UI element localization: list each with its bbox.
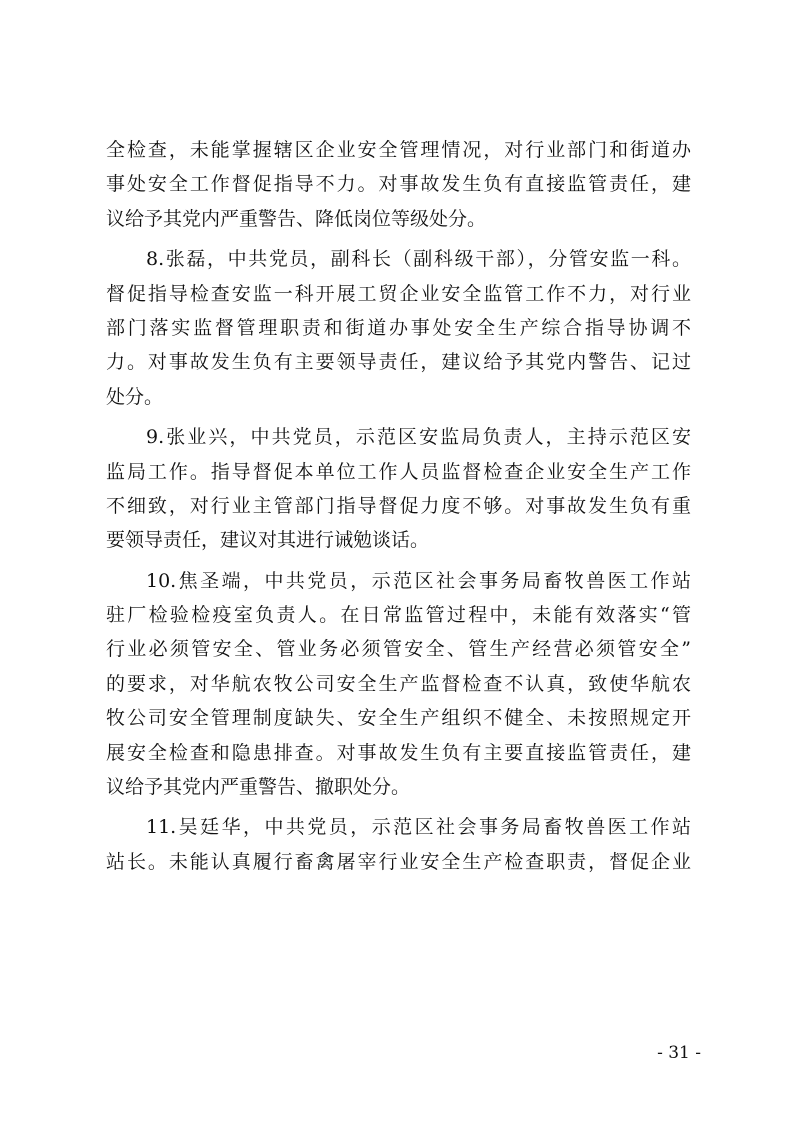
document-body: [106, 133, 691, 879]
text-line: 牧公司安全管理制度缺失、安全生产组织不健全、未按照规定开: [106, 707, 691, 730]
text-line: 处分。: [106, 385, 164, 408]
text-line: 不细致，对行业主管部门指导督促力度不够。对事故发生负有重: [106, 494, 691, 517]
text-line: 驻厂检验检疫室负责人。在日常监管过程中，未能有效落实“管: [106, 604, 691, 627]
paragraph: [106, 564, 691, 805]
text-line: 的要求，对华航农牧公司安全生产监督检查不认真，致使华航农: [106, 672, 691, 695]
text-line: 督促指导检查安监一科开展工贸企业安全监管工作不力，对行业: [106, 282, 691, 305]
paragraph: [106, 420, 691, 558]
text-line: 站长。未能认真履行畜禽屠宰行业安全生产检查职责，督促企业: [106, 850, 691, 873]
text-line: 10.焦圣端，中共党员，示范区社会事务局畜牧兽医工作站: [146, 569, 691, 592]
paragraph: [106, 242, 691, 414]
text-line: 行业必须管安全、管业务必须管安全、管生产经营必须管安全”: [106, 638, 691, 661]
text-line: 议给予其党内严重警告、撤职处分。: [106, 776, 411, 799]
text-line: 全检查，未能掌握辖区企业安全管理情况，对行业部门和街道办: [106, 139, 691, 161]
text-line: 11.吴廷华，中共党员，示范区社会事务局畜牧兽医工作站: [146, 816, 691, 839]
text-line: 部门落实监督管理职责和街道办事处安全生产综合指导协调不: [106, 316, 691, 339]
text-line: 监局工作。指导督促本单位工作人员监督检查企业安全生产工作: [106, 460, 691, 483]
text-line: 要领导责任，建议对其进行诫勉谈话。: [106, 529, 430, 552]
text-line: 展安全检查和隐患排查。对事故发生负有主要直接监管责任，建: [106, 741, 691, 764]
text-line: 8.张磊，中共党员，副科长（副科级干部），分管安监一科。: [146, 248, 691, 271]
text-line: 力。对事故发生负有主要领导责任，建议给予其党内警告、记过: [106, 351, 691, 374]
text-line: 议给予其党内严重警告、降低岗位等级处分。: [106, 207, 487, 230]
page-number: - 31 -: [657, 1043, 701, 1063]
paragraph: [106, 810, 691, 879]
text-line: 9.张业兴，中共党员，示范区安监局负责人，主持示范区安: [146, 426, 691, 449]
paragraph: [106, 133, 691, 236]
text-line: 事处安全工作督促指导不力。对事故发生负有直接监管责任，建: [106, 173, 691, 196]
